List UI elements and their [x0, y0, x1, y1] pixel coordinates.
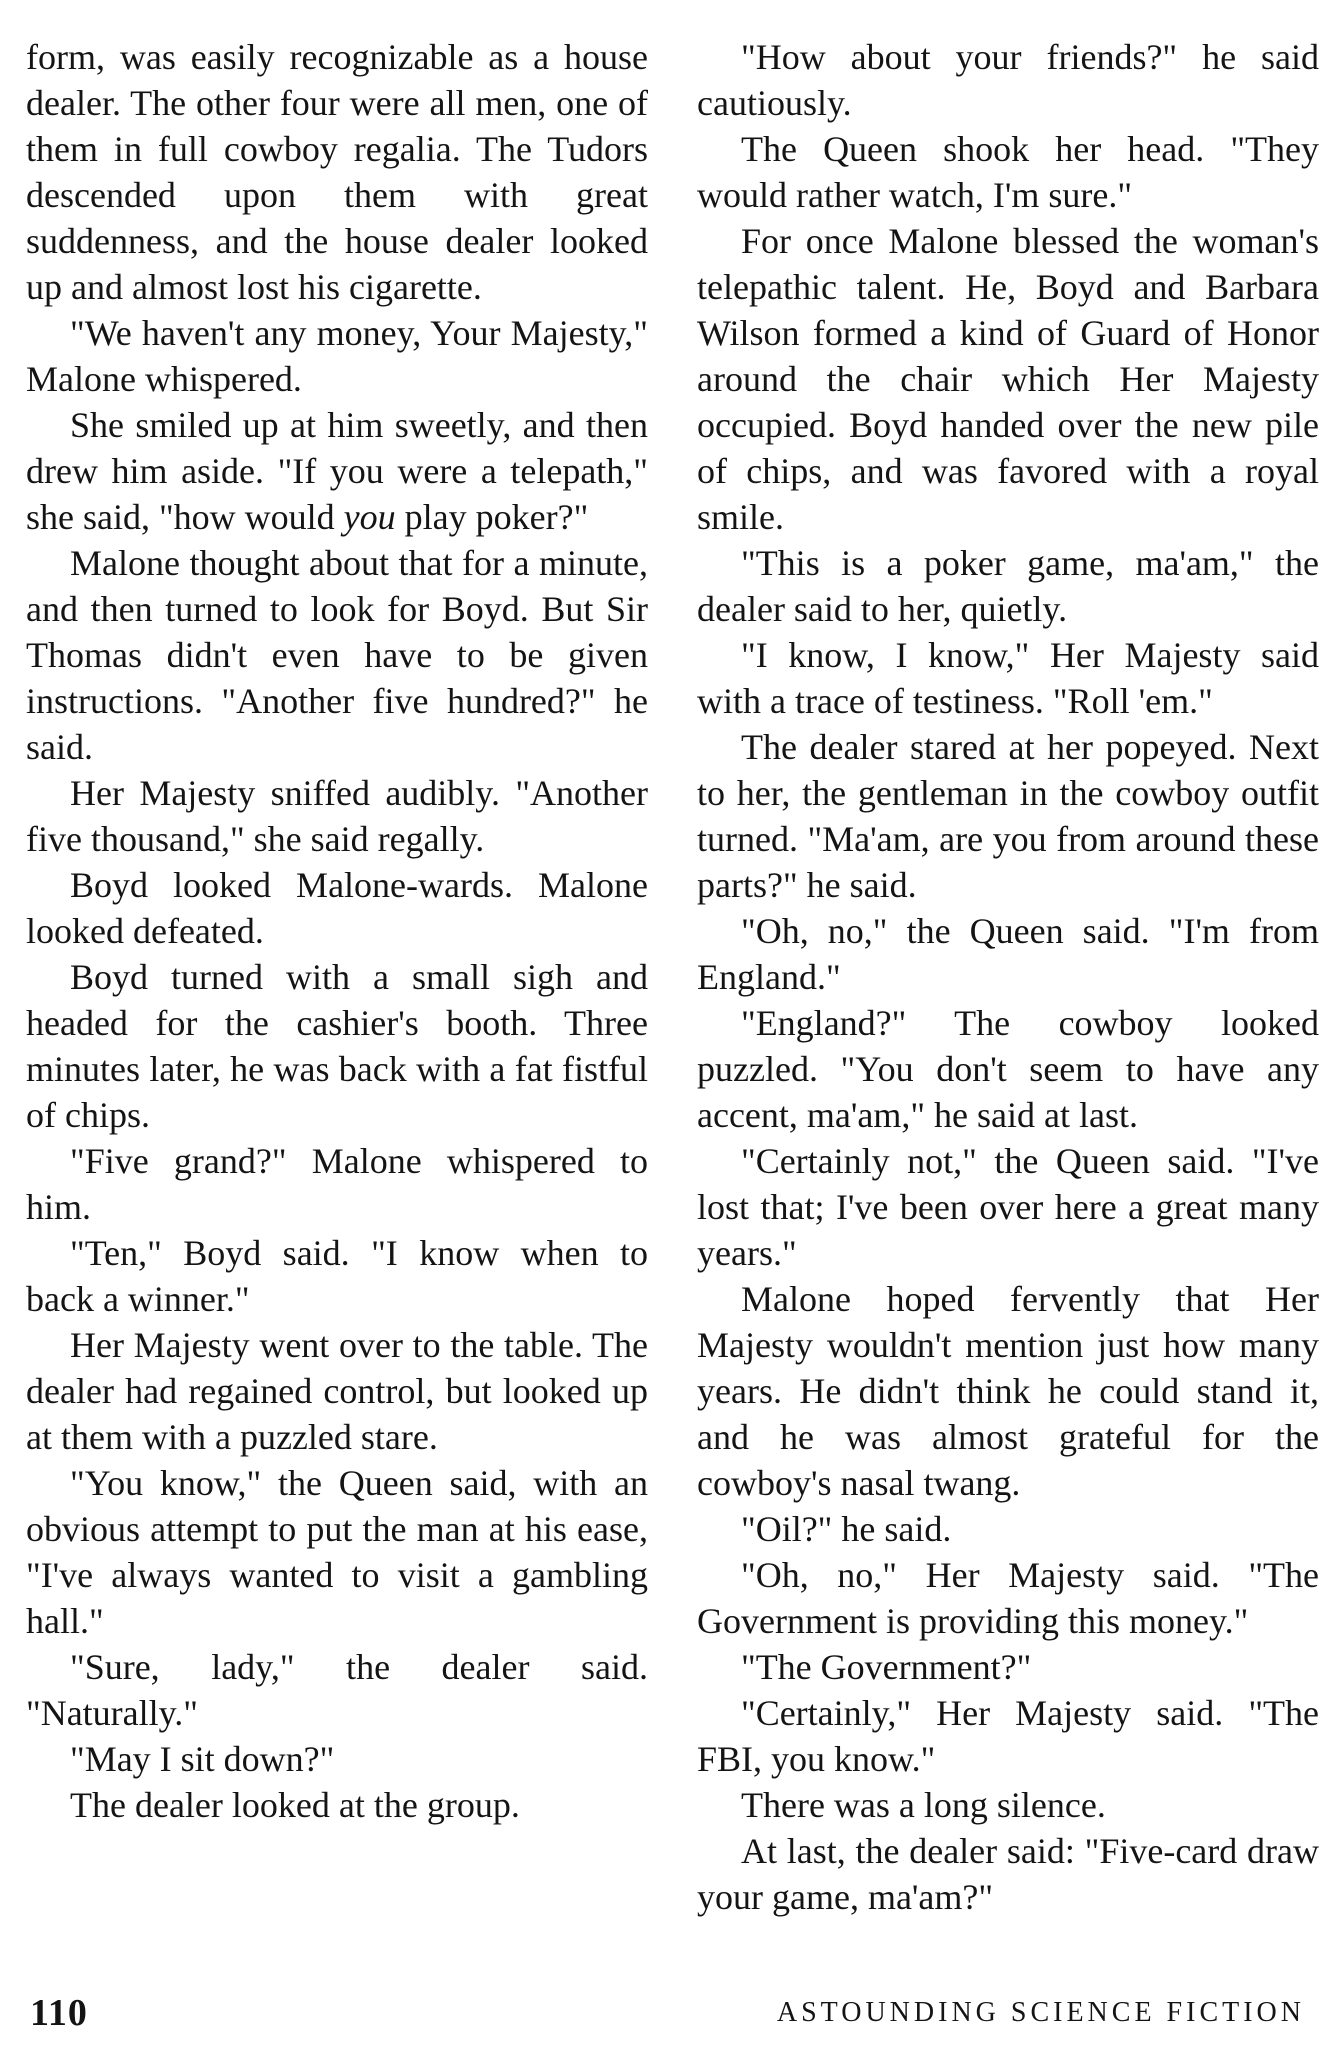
paragraph: "Oh, no," Her Majesty said. "The Government is providing this money."	[697, 1555, 1319, 1641]
paragraph: "Certainly," Her Majesty said. "The FBI, you know."	[697, 1693, 1319, 1779]
paragraph: Her Majesty sniffed audibly. "Another five thousand," she said regally.	[26, 773, 648, 859]
paragraph: "Five grand?" Malone whispered to him.	[26, 1141, 648, 1227]
paragraph: Her Majesty went over to the table. The dealer had regained control, but looked up at them with a puzzled stare.	[26, 1325, 648, 1457]
paragraph: "The Government?"	[741, 1647, 1032, 1687]
paragraph: There was a long silence.	[741, 1785, 1106, 1825]
running-footer-title: ASTOUNDING SCIENCE FICTION	[776, 1997, 1305, 2028]
paragraph: "Oh, no," the Queen said. "I'm from England."	[697, 911, 1319, 997]
paragraph-text: play poker?"	[404, 497, 589, 537]
paragraph: "May I sit down?"	[70, 1739, 335, 1779]
paragraph	[26, 402, 648, 540]
paragraph: "Oil?" he said.	[741, 1509, 952, 1549]
page-number: 110	[30, 1992, 88, 2034]
paragraph: The Queen shook her head. "They would rather watch, I'm sure."	[697, 129, 1319, 215]
paragraph: "You know," the Queen said, with an obvious attempt to put the man at his ease, "I've always wanted to visit a gambling hall."	[26, 1463, 648, 1641]
paragraph: form, was easily recognizable as a house dealer. The other four were all men, one of them in full cowboy regalia. The Tudors descended upon them with great suddenness, and the house dealer looked up and almost lost his cigarette.	[26, 37, 648, 307]
paragraph: "Sure, lady," the dealer said. "Naturally."	[26, 1647, 648, 1733]
right-text-column	[697, 34, 1319, 1920]
paragraph: "This is a poker game, ma'am," the dealer said to her, quietly.	[697, 543, 1319, 629]
paragraph: Malone hoped fervently that Her Majesty wouldn't mention just how many years. He didn't think he could stand it, and he was almost grateful for the cowboy's nasal twang.	[697, 1279, 1319, 1503]
paragraph: "I know, I know," Her Majesty said with a trace of testiness. "Roll 'em."	[697, 635, 1319, 721]
paragraph: "Certainly not," the Queen said. "I've lost that; I've been over here a great many years."	[697, 1141, 1319, 1273]
paragraph: Boyd looked Malone-wards. Malone looked defeated.	[26, 865, 648, 951]
paragraph: "We haven't any money, Your Majesty," Malone whispered.	[26, 313, 648, 399]
paragraph: "England?" The cowboy looked puzzled. "You don't seem to have any accent, ma'am," he said at last.	[697, 1003, 1319, 1135]
paragraph: For once Malone blessed the woman's telepathic talent. He, Boyd and Barbara Wilson formed a kind of Guard of Honor around the chair which Her Majesty occupied. Boyd handed over the new pile of chips, and was favored with a royal smile.	[697, 221, 1319, 537]
paragraph-text: She smiled up at him sweetly, and then drew him aside. "If you were a telepath," she said, "how would	[26, 405, 648, 537]
paragraph: Boyd turned with a small sigh and headed for the cashier's booth. Three minutes later, he was back with a fat fistful of chips.	[26, 957, 648, 1135]
left-text-column	[26, 34, 648, 1828]
paragraph: At last, the dealer said: "Five-card draw your game, ma'am?"	[697, 1831, 1319, 1917]
paragraph: Malone thought about that for a minute, and then turned to look for Boyd. But Sir Thomas didn't even have to be given instructions. "Another five hundred?" he said.	[26, 543, 648, 767]
paragraph: "Ten," Boyd said. "I know when to back a winner."	[26, 1233, 648, 1319]
paragraph: "How about your friends?" he said cautiously.	[697, 37, 1319, 123]
paragraph: The dealer stared at her popeyed. Next to her, the gentleman in the cowboy outfit turned. "Ma'am, are you from around these parts?" he said.	[697, 727, 1319, 905]
emphasized-word: you	[343, 497, 396, 537]
paragraph: The dealer looked at the group.	[70, 1785, 520, 1825]
